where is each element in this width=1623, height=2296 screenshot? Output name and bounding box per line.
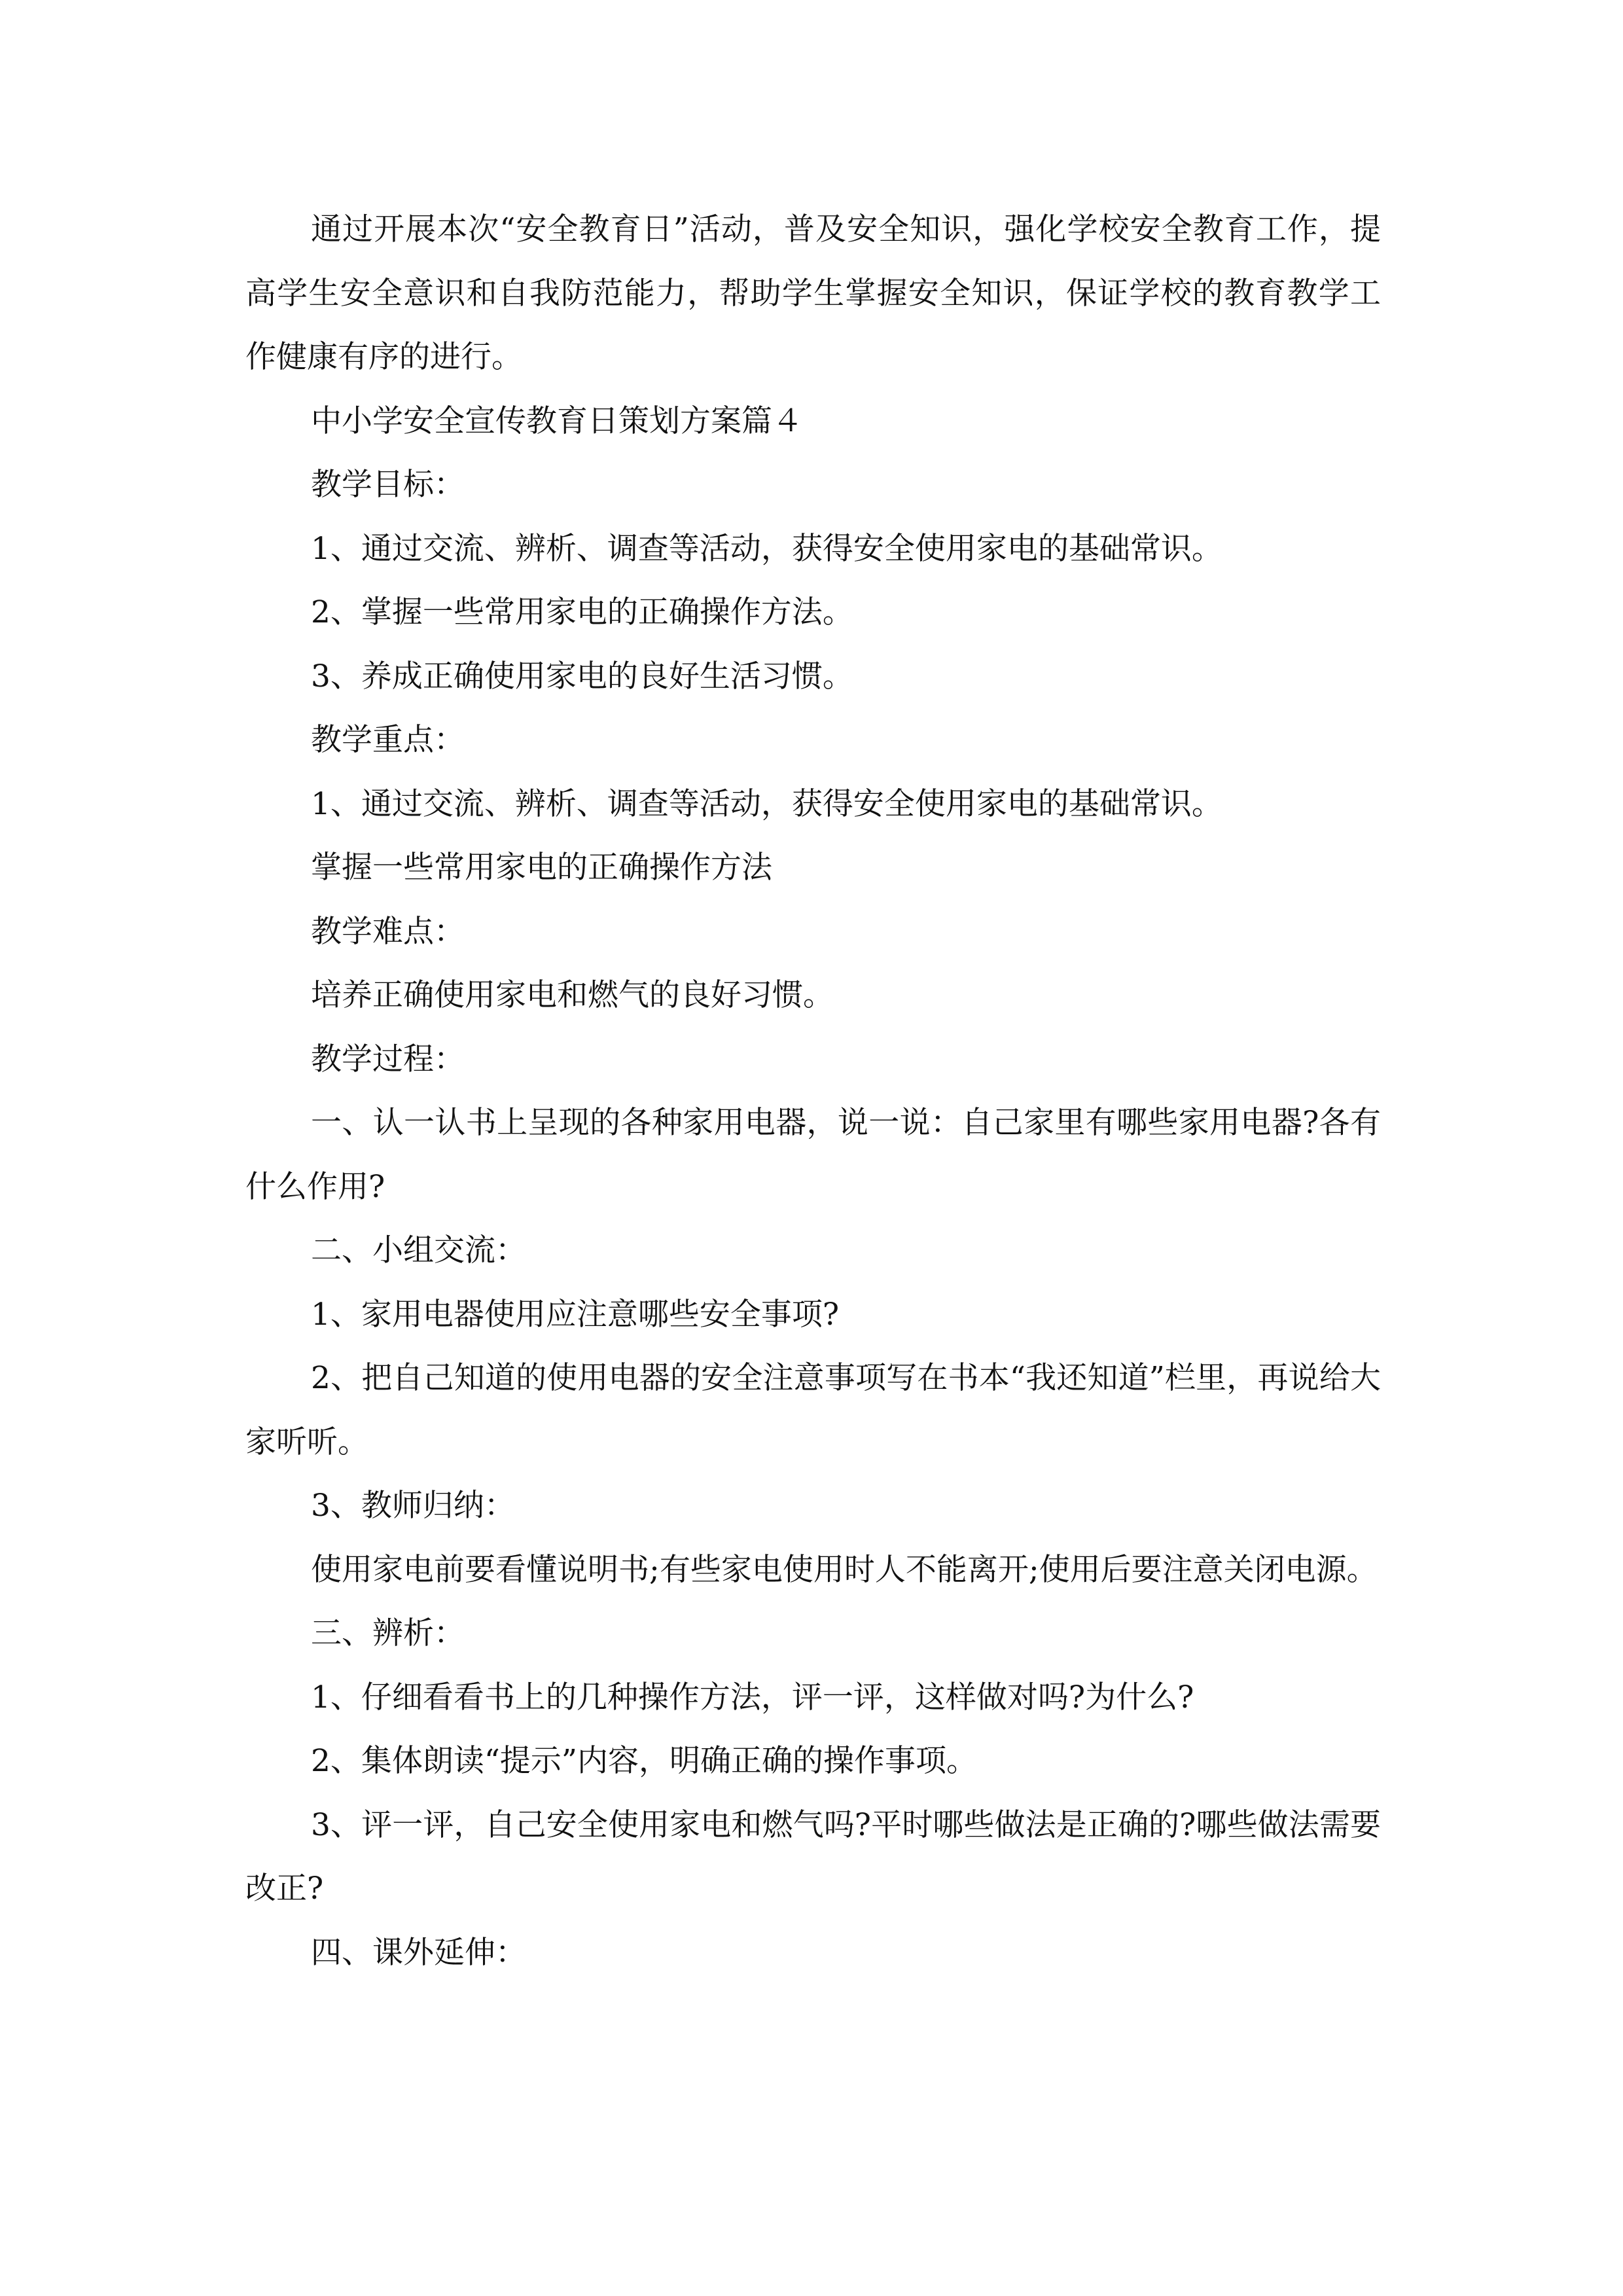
focus-item-1: 1、通过交流、辨析、调查等活动，获得安全使用家电的基础常识。 (311, 785, 1222, 822)
process-step-3-title: 三、辨析： (311, 1615, 465, 1651)
goal-item-2: 2、掌握一些常用家电的正确操作方法。 (311, 594, 853, 630)
process-step-2-item-2: 2、把自己知道的使用电器的安全注意事项写在书本“我还知道”栏里，再说给大家听听。 (245, 1360, 1381, 1460)
goal-item-1: 1、通过交流、辨析、调查等活动，获得安全使用家电的基础常识。 (311, 530, 1222, 567)
heading-teaching-difficulty: 教学难点： (311, 913, 465, 950)
process-step-3-item-1: 1、仔细看看书上的几种操作方法，评一评，这样做对吗?为什么? (311, 1679, 1194, 1715)
process-step-3-item-3: 3、评一评，自己安全使用家电和燃气吗?平时哪些做法是正确的?哪些做法需要改正? (245, 1806, 1381, 1907)
goal-item-3: 3、养成正确使用家电的良好生活习惯。 (311, 658, 853, 694)
process-step-4-title: 四、课外延伸： (311, 1934, 526, 1971)
document-body (245, 198, 1381, 1984)
process-step-3-item-2: 2、集体朗读“提示”内容，明确正确的操作事项。 (311, 1743, 977, 1779)
process-step-2-item-3: 3、教师归纳： (311, 1488, 515, 1524)
paragraph-intro: 通过开展本次“安全教育日”活动，普及安全知识，强化学校安全教育工作，提高学生安全意识和自我防范能力，帮助学生掌握安全知识，保证学校的教育教学工作健康有序的进行。 (245, 211, 1381, 375)
heading-teaching-goals: 教学目标： (311, 467, 465, 503)
heading-teaching-focus: 教学重点： (311, 722, 465, 758)
process-step-2-title: 二、小组交流： (311, 1232, 526, 1268)
process-step-1: 一、认一认书上呈现的各种家用电器，说一说：自己家里有哪些家用电器?各有什么作用? (245, 1105, 1381, 1205)
section-title: 中小学安全宣传教育日策划方案篇４ (311, 403, 803, 439)
process-step-2-summary: 使用家电前要看懂说明书;有些家电使用时人不能离开;使用后要注意关闭电源。 (311, 1551, 1378, 1588)
heading-teaching-process: 教学过程： (311, 1041, 465, 1077)
process-step-2-item-1: 1、家用电器使用应注意哪些安全事项? (311, 1296, 840, 1333)
difficulty-item: 培养正确使用家电和燃气的良好习惯。 (311, 977, 834, 1013)
focus-item-2: 掌握一些常用家电的正确操作方法 (311, 850, 772, 886)
